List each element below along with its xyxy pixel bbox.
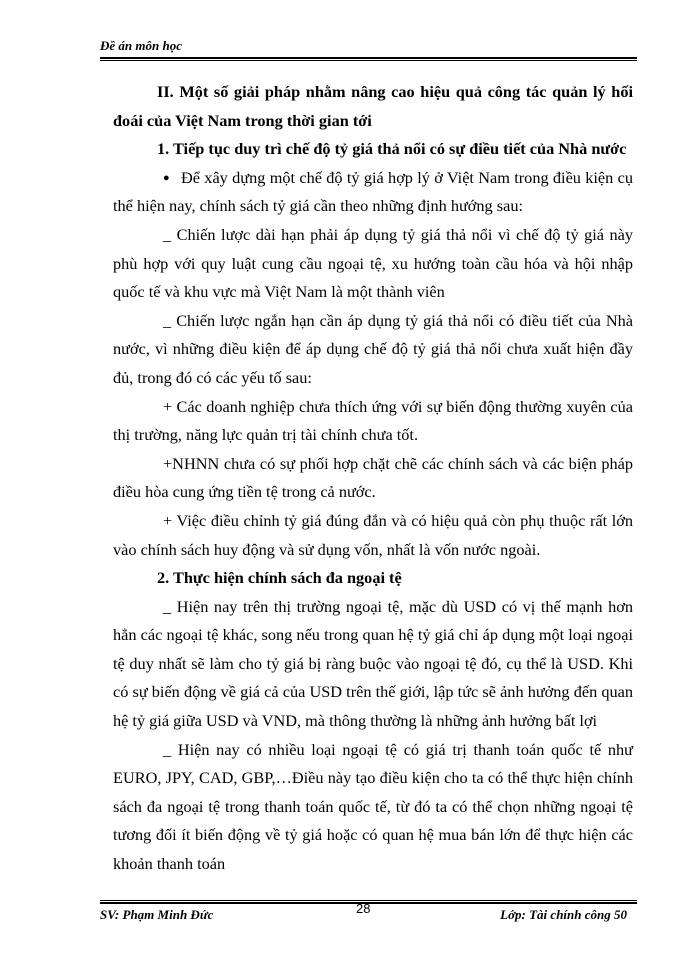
header-divider xyxy=(100,57,637,61)
paragraph: _ Chiến lược ngắn hạn cần áp dụng tỷ giá thả nổi có điều tiết của Nhà nước, vì những điều kiện để áp dụng chế độ tỷ giá thả nổi chưa xuất hiện đầy đủ, trong đó có các yếu tố sau: xyxy=(113,310,633,387)
footer-class-name: Lớp: Tài chính công 50 xyxy=(500,907,627,922)
subsection-2-heading: 2. Thực hiện chính sách đa ngoại tệ xyxy=(157,568,402,588)
paragraph: _ Chiến lược dài hạn phải áp dụng tỷ giá thả nổi vì chế độ tỷ giá này phù hợp với quy luật cung cầu ngoại tệ, xu hướng toàn cầu hóa và hội nhập quốc tế và khu vực mà Việt Nam là một thành viên xyxy=(113,224,633,302)
paragraph: +NHNN chưa có sự phối hợp chặt chẽ các chính sách và các biện pháp điều hòa cung ứng tiền tệ trong cả nước. xyxy=(113,453,633,502)
paragraph: _ Hiện nay có nhiều loại ngoại tệ có giá trị thanh toán quốc tế như EURO, JPY, CAD, GBP,…Điều này tạo điều kiện cho ta có thể thực hiện chính sách đa ngoại tệ trong thanh toán quốc tế, từ đó ta có thể chọn những ngoại tệ tương đối ít biến động về tỷ giá hoặc có quan hệ mua bán lớn để thực hiện các khoản thanh toán xyxy=(113,739,633,874)
paragraph: + Việc điều chỉnh tỷ giá đúng đắn và có hiệu quả còn phụ thuộc rất lớn vào chính sách huy động và sử dụng vốn, nhất là vốn nước ngoài. xyxy=(113,510,633,559)
document-body xyxy=(113,78,633,879)
paragraph: + Các doanh nghiệp chưa thích ứng với sự biến động thường xuyên của thị trường, năng lực quản trị tài chính chưa tốt. xyxy=(113,396,633,445)
subsection-1-heading: 1. Tiếp tục duy trì chế độ tỷ giá thả nổi có sự điều tiết của Nhà nước xyxy=(157,139,627,159)
bullet-paragraph-text: Để xây dựng một chế độ tỷ giá hợp lý ở Việt Nam trong điều kiện cụ thể hiện nay, chính sách tỷ giá cần theo những định hướng sau: xyxy=(113,167,633,216)
bullet-dot-icon: ● xyxy=(163,171,170,184)
footer-page-number: 28 xyxy=(356,901,371,916)
bullet-paragraph xyxy=(113,164,633,221)
page-header-title: Đề án môn học xyxy=(100,38,182,53)
footer-student-name: SV: Phạm Minh Đức xyxy=(100,907,214,922)
paragraph: _ Hiện nay trên thị trường ngoại tệ, mặc dù USD có vị thế mạnh hơn hẳn các ngoại tệ khác, song nếu trong quan hệ tỷ giá chỉ áp dụng một loại ngoại tệ duy nhất sẽ làm cho tỷ giá bị ràng buộc vào ngoại tệ đó, cụ thể là USD. Khi có sự biến động về giá cả của USD trên thế giới, lập tức sẽ ảnh hưởng đến quan hệ tỷ giá giữa USD và VND, mà thông thường là những ảnh hưởng bất lợi xyxy=(113,596,633,731)
section-heading: II. Một số giải pháp nhằm nâng cao hiệu quả công tác quản lý hối đoái của Việt Nam trong thời gian tới xyxy=(113,82,633,130)
